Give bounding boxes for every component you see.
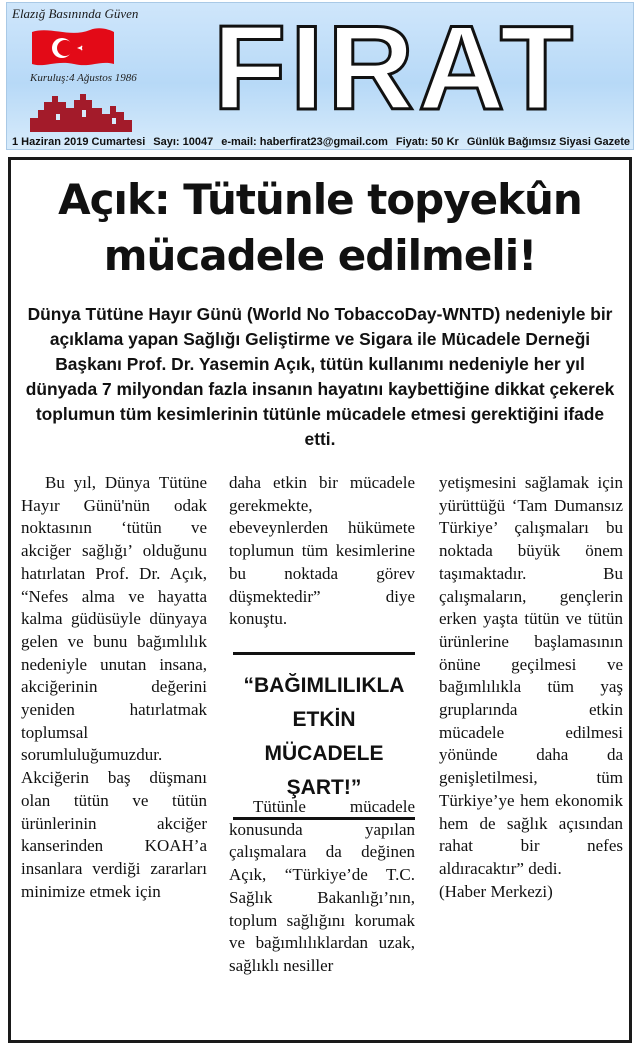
column-3-text: yetişmesini sağlamak için yürüttüğü ‘Tam Dumansız Türkiye’ çalışmaları bu noktada büyük önem taşımaktadır. Bu çalışmaların, gençlerin erken yaşta tütün ve tütün ürünlerine başlamasının önüne geçilmesi ve bağımlılıkla tüm yaş gruplarında etkin mücadele edilmesi yönünde daha da genişletilmesi, tüm Türkiye’ye hem ekonomik hem de sağlık açısından rahat bir nefes aldıracaktır” dedi.	[439, 473, 623, 878]
article-headline: Açık: Tütünle topyekûn mücadele edilmeli!	[58, 175, 582, 280]
article-column-3	[439, 472, 623, 903]
harput-castle-logo	[26, 88, 136, 134]
issue-number: Sayı: 10047	[153, 136, 214, 148]
column-2-text-top: daha etkin bir mücadele gerekmekte, ebeveynlerden hükümete toplumun tüm kesimlerine bu noktada görev düşmektedir” diye konuştu.	[229, 473, 415, 629]
pull-quote: “BAĞIMLILIKLA ETKİN MÜCADELE ŞART!”	[233, 652, 415, 820]
issue-date: 1 Haziran 2019 Cumartesi	[12, 136, 146, 148]
masthead-founded: Kuruluş:4 Ağustos 1986	[30, 72, 137, 84]
paper-tagline: Günlük Bağımsız Siyasi Gazete	[466, 136, 631, 148]
article-column-1	[21, 472, 207, 903]
article-frame	[8, 157, 632, 1043]
masthead	[0, 0, 640, 152]
column-1-text: Bu yıl, Dünya Tütüne Hayır Günü'nün odak noktasının ‘tütün ve akciğer sağlığı’ olduğunu hatırlatan Prof. Dr. Açık, “Nefes alma ve hayatta kalma güdüsüyle dünyaya gelen ve bunu bağımlılık nedeniyle unutan insana, akciğerinin değerini yeniden hatırlatmak toplumsal sorumluluğumuzdur. Akciğerin baş düşmanı olan tütün ve tütün ürünlerinin akciğer kanserinden KOAH’a insanlara verdiği zararları minimize etmek için	[21, 473, 207, 901]
masthead-motto: Elazığ Basınında Güven	[12, 6, 139, 21]
newspaper-brand: FIRAT	[212, 1, 578, 135]
turkish-flag-icon	[30, 26, 116, 70]
issue-price: Fiyatı: 50 Kr	[395, 136, 459, 148]
contact-email: e-mail: haberfirat23@gmail.com	[221, 136, 388, 148]
article-byline: (Haber Merkezi)	[439, 881, 553, 901]
article-column-2	[229, 472, 415, 631]
article-column-2-bottom	[229, 796, 415, 978]
column-2-text-bottom: Tütünle mücadele konusunda yapılan çalışmalara da değinen Açık, “Türkiye’de T.C. Sağlık Bakanlığı’nın, toplum sağlığını korumak ve bağımlılıklardan uzak, sağlıklı nesiller	[229, 797, 415, 975]
masthead-info-bar	[6, 134, 634, 150]
article-lede: Dünya Tütüne Hayır Günü (World No TobaccoDay-WNTD) nedeniyle bir açıklama yapan Sağlığı Geliştirme ve Sigara ile Mücadele Derneği Başkanı Prof. Dr. Yasemin Açık, tütün kullanımı nedeniyle her yıl dünyada 7 milyondan fazla insanın hayatını kaybettiğine dikkat çekerek toplumun tüm kesimlerinin tütünle mücadele etmesi gerektiğini ifade etti.	[25, 304, 615, 449]
